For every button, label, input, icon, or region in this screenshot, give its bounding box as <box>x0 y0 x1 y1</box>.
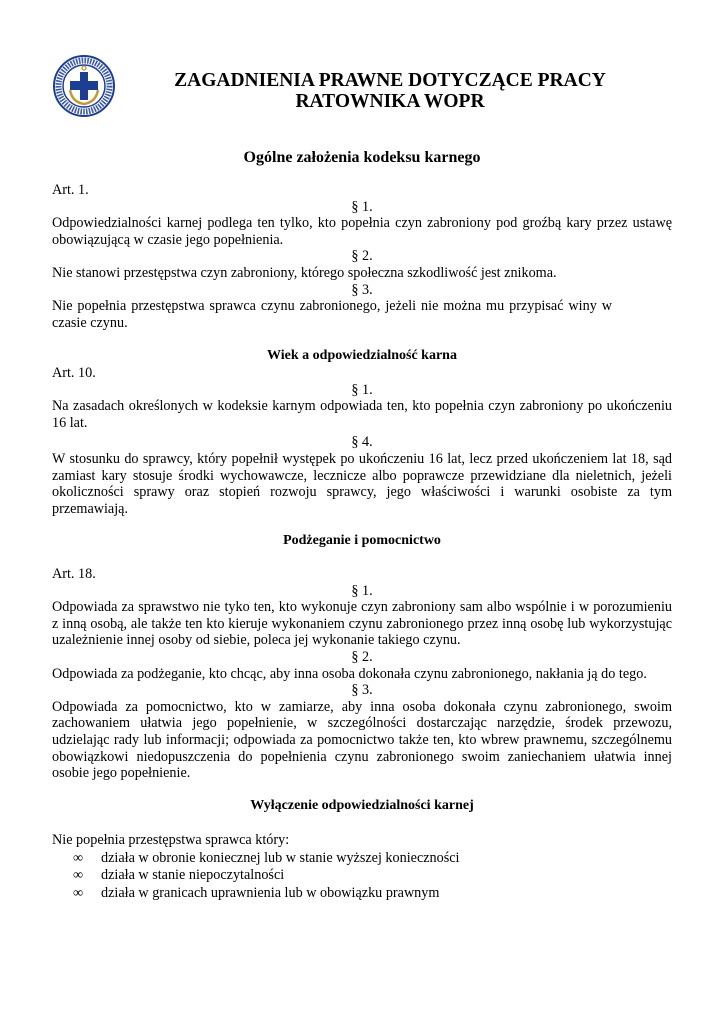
article-label: Art. 1. <box>52 182 89 198</box>
paragraph-mark: § 1. <box>351 198 373 215</box>
list-item <box>52 885 672 903</box>
paragraph-text: Odpowiada za pomocnictwo, kto w zamiarze, aby inna osoba dokonała czynu zabronionego, swoim zachowaniem ułatwia jego popełnienie, w szczególności dostarczając narzędzie, środek przewozu, udzielając rady lub informacji; odpowiada za pomocnictwo także ten, kto wbrew prawnemu, szczególnemu obowiązkowi niedopuszczenia do popełnienia czynu zabronionego swoim zaniechaniem ułatwia innej osobie jego popełnienie. <box>52 698 672 782</box>
article-label: Art. 18. <box>52 566 96 582</box>
title-line-2: RATOWNIKA WOPR <box>295 91 485 112</box>
section-heading-general: Ogólne założenia kodeksu karnego <box>243 149 481 166</box>
list-item-text: działa w granicach uprawnienia lub w obowiązku prawnym <box>101 884 440 901</box>
section-exclusion <box>52 832 672 902</box>
list-item <box>52 867 672 885</box>
paragraph-text: Odpowiada za podżeganie, kto chcąc, aby inna osoba dokonała czynu zabronionego, nakłania ją do tego. <box>52 665 647 682</box>
paragraph-text: W stosunku do sprawcy, który popełnił występek po ukończeniu 16 lat, lecz przed ukończeniem lat 18, sąd zamiast kary stosuje środki wychowawcze, lecznicze albo poprawcze przewidziane dla nieletnich, jeżeli okoliczności sprawy oraz stopień rozwoju sprawcy, jego właściwości i warunki osobiste za tym przemawiają. <box>52 450 672 517</box>
list-item-text: działa w stanie niepoczytalności <box>101 867 285 883</box>
paragraph-mark: § 1. <box>351 381 373 398</box>
infinity-bullet-icon: ∞ <box>73 849 84 866</box>
paragraph-mark: § 3. <box>351 281 373 298</box>
paragraph-mark: § 1. <box>351 582 373 599</box>
paragraph-text: Odpowiada za sprawstwo nie tyko ten, kto wykonuje czyn zabroniony sam albo wspólnie i w porozumieniu z inną osobą, ale także ten kto kieruje wykonaniem czynu zabronionego przez inną osobę lub wykorzystując uzależnienie innej osoby od siebie, poleca jej wykonanie takiego czynu. <box>52 599 672 649</box>
list-intro: Nie popełnia przestępstwa sprawca który: <box>52 832 290 848</box>
paragraph-text: Nie popełnia przestępstwa sprawca czynu zabronionego, jeżeli nie można mu przypisać winy w czasie czynu. <box>52 298 612 331</box>
infinity-bullet-icon: ∞ <box>73 884 84 901</box>
paragraph-mark: § 2. <box>351 648 373 665</box>
paragraph-text: Na zasadach określonych w kodeksie karnym odpowiada ten, kto popełnia czyn zabroniony po ukończeniu 16 lat. <box>52 398 672 431</box>
section-general <box>52 182 672 331</box>
document-title <box>150 70 630 112</box>
paragraph-text: Odpowiedzialności karnej podlega ten tylko, kto popełnia czyn zabroniony pod groźbą kary przez ustawę obowiązującą w czasie jego popełnienia. <box>52 215 672 248</box>
list-item <box>52 850 672 868</box>
paragraph-mark: § 4. <box>351 434 373 451</box>
title-line-1: ZAGADNIENIA PRAWNE DOTYCZĄCE PRACY <box>174 70 606 91</box>
section-heading-age: Wiek a odpowiedzialność karna <box>267 348 457 363</box>
section-heading-incitement: Podżeganie i pomocnictwo <box>283 533 441 548</box>
paragraph-mark: § 2. <box>351 248 373 265</box>
section-heading-exclusion: Wyłączenie odpowiedzialności karnej <box>250 798 474 813</box>
wopr-logo <box>52 54 116 118</box>
paragraph-mark: § 3. <box>351 682 373 699</box>
paragraph-text: Nie stanowi przestępstwa czyn zabroniony, którego społeczna szkodliwość jest znikoma. <box>52 264 557 281</box>
wopr-emblem-icon <box>52 54 116 118</box>
infinity-bullet-icon: ∞ <box>73 867 84 883</box>
list-item-text: działa w obronie koniecznej lub w stanie wyższej konieczności <box>101 849 460 866</box>
section-age <box>52 365 672 517</box>
section-incitement <box>52 566 672 782</box>
article-label: Art. 10. <box>52 365 96 381</box>
